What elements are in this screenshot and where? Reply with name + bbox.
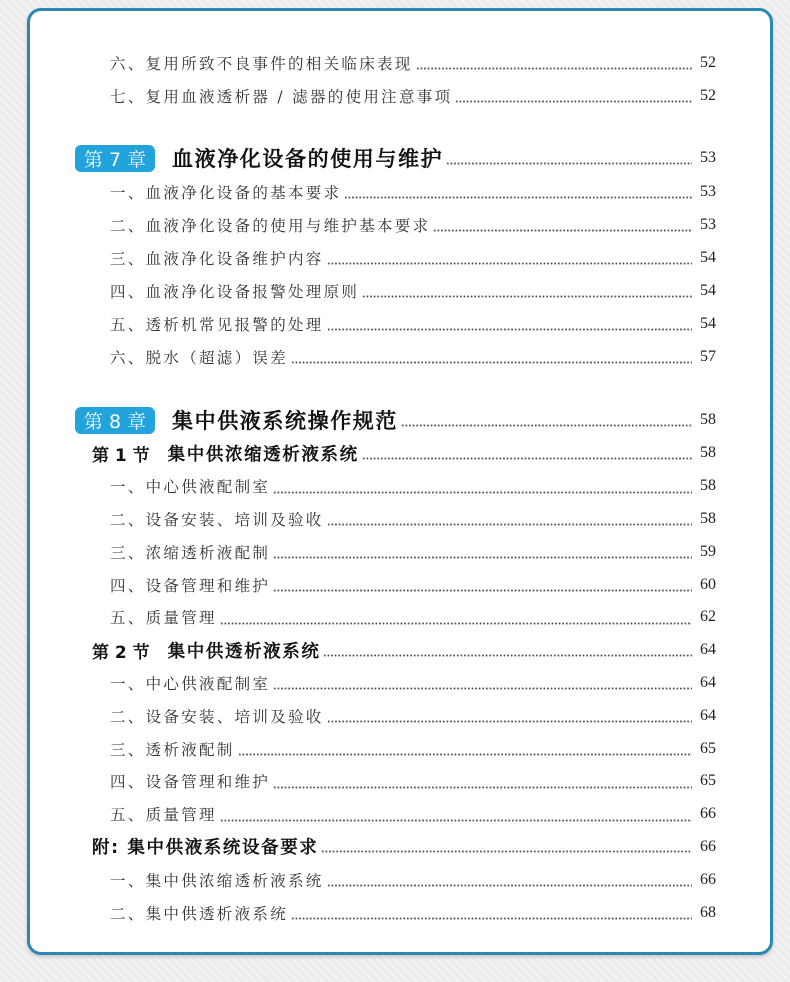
toc-entry-title: 三、浓缩透析液配制 — [110, 543, 271, 562]
chapter-8-group — [30, 403, 770, 929]
chapter-heading — [30, 141, 770, 175]
chapter-7-group — [30, 141, 770, 373]
toc-entry — [30, 274, 770, 307]
toc-entry-page: 53 — [700, 182, 716, 200]
dot-leader — [327, 884, 692, 887]
toc-entry-page: 66 — [700, 805, 716, 823]
toc-entry-title: 二、集中供透析液系统 — [110, 904, 289, 923]
dot-leader — [273, 556, 692, 559]
toc-entry-page: 52 — [700, 53, 716, 71]
toc-entry-page: 54 — [700, 281, 716, 299]
chapter-title: 集中供液系统操作规范 — [172, 409, 398, 433]
toc-frame — [27, 8, 773, 955]
toc-entry-title: 四、设备管理和维护 — [110, 576, 271, 595]
section-title: 集中供浓缩透析液系统 — [167, 444, 359, 465]
dot-leader — [362, 457, 692, 460]
toc-entry-title: 七、复用血液透析器 / 滤器的使用注意事项 — [110, 87, 453, 106]
toc-entry-page: 54 — [700, 314, 716, 332]
dot-leader — [455, 100, 692, 103]
toc-entry — [30, 340, 770, 373]
toc-entry-title: 三、血液净化设备维护内容 — [110, 249, 324, 268]
appendix-page: 66 — [700, 837, 716, 855]
section-heading — [30, 634, 770, 667]
dot-leader — [446, 162, 692, 165]
chapter-page: 53 — [700, 149, 716, 166]
chapter-title: 血液净化设备的使用与维护 — [172, 147, 444, 171]
chapter-page: 58 — [700, 411, 716, 428]
toc-entry-page: 53 — [700, 215, 716, 233]
toc-entry-page: 66 — [700, 870, 716, 888]
chapter-badge: 第 8 章 — [75, 407, 155, 434]
dot-leader — [362, 295, 692, 298]
toc-entry-page: 58 — [700, 509, 716, 527]
toc-entry-title: 一、集中供浓缩透析液系统 — [110, 871, 324, 890]
section-page: 58 — [700, 444, 716, 462]
toc-entry-title: 五、透析机常见报警的处理 — [110, 315, 324, 334]
toc-entry — [30, 503, 770, 536]
dot-leader — [321, 850, 692, 853]
toc-entry — [30, 798, 770, 831]
toc-entry-title: 一、中心供液配制室 — [110, 478, 271, 497]
toc-entry-title: 五、质量管理 — [110, 609, 217, 628]
dot-leader — [344, 196, 692, 199]
toc-entry — [30, 46, 770, 79]
table-of-contents — [30, 46, 770, 929]
toc-entry — [30, 667, 770, 700]
section-label: 第 2 节 — [92, 642, 150, 663]
dot-leader — [327, 523, 692, 526]
toc-entry-title: 二、设备安装、培训及验收 — [110, 707, 324, 726]
toc-entry — [30, 896, 770, 929]
toc-entry — [30, 241, 770, 274]
dot-leader — [238, 753, 692, 756]
chapter-badge: 第 7 章 — [75, 145, 155, 172]
toc-entry-page: 68 — [700, 903, 716, 921]
toc-entry — [30, 732, 770, 765]
toc-entry-page: 57 — [700, 347, 716, 365]
toc-entry — [30, 601, 770, 634]
toc-entry — [30, 863, 770, 896]
toc-entry-title: 四、血液净化设备报警处理原则 — [110, 282, 360, 301]
toc-entry — [30, 79, 770, 112]
toc-entry-title: 二、血液净化设备的使用与维护基本要求 — [110, 216, 431, 235]
dot-leader — [291, 361, 692, 364]
toc-entry-title: 六、复用所致不良事件的相关临床表现 — [110, 54, 413, 73]
toc-entry — [30, 568, 770, 601]
dot-leader — [273, 589, 692, 592]
dot-leader — [220, 819, 692, 822]
section-label: 第 1 节 — [92, 445, 150, 466]
toc-entry-page: 58 — [700, 477, 716, 495]
toc-entry-page: 54 — [700, 248, 716, 266]
toc-entry-page: 64 — [700, 673, 716, 691]
toc-entry-title: 五、质量管理 — [110, 806, 217, 825]
dot-leader — [323, 654, 692, 657]
toc-entry — [30, 535, 770, 568]
dot-leader — [433, 229, 692, 232]
dot-leader — [273, 786, 692, 789]
dot-leader — [291, 917, 692, 920]
toc-entry — [30, 307, 770, 340]
dot-leader — [327, 328, 692, 331]
toc-entry — [30, 470, 770, 503]
toc-entry-title: 一、血液净化设备的基本要求 — [110, 183, 342, 202]
appendix-heading — [30, 831, 770, 864]
toc-entry-page: 52 — [700, 86, 716, 104]
toc-entry-title: 二、设备安装、培训及验收 — [110, 510, 324, 529]
dot-leader — [273, 491, 692, 494]
toc-entry-page: 62 — [700, 608, 716, 626]
toc-entry-page: 65 — [700, 772, 716, 790]
toc-entry-page: 64 — [700, 706, 716, 724]
dot-leader — [401, 424, 692, 427]
toc-entry-page: 65 — [700, 739, 716, 757]
toc-entry-page: 59 — [700, 542, 716, 560]
section-page: 64 — [700, 641, 716, 659]
dot-leader — [273, 687, 692, 690]
toc-entry — [30, 208, 770, 241]
dot-leader — [327, 720, 692, 723]
toc-entry — [30, 765, 770, 798]
dot-leader — [416, 67, 692, 70]
toc-entry — [30, 699, 770, 732]
dot-leader — [327, 262, 692, 265]
appendix-title: 附: 集中供液系统设备要求 — [92, 838, 319, 859]
toc-entry — [30, 175, 770, 208]
toc-entry-page: 60 — [700, 575, 716, 593]
toc-entry-title: 四、设备管理和维护 — [110, 773, 271, 792]
toc-entry-title: 三、透析液配制 — [110, 740, 235, 759]
toc-entry-title: 六、脱水（超滤）误差 — [110, 348, 289, 367]
toc-entry-title: 一、中心供液配制室 — [110, 674, 271, 693]
dot-leader — [220, 622, 692, 625]
section-title: 集中供透析液系统 — [167, 641, 321, 662]
section-heading — [30, 437, 770, 470]
chapter-heading — [30, 403, 770, 437]
